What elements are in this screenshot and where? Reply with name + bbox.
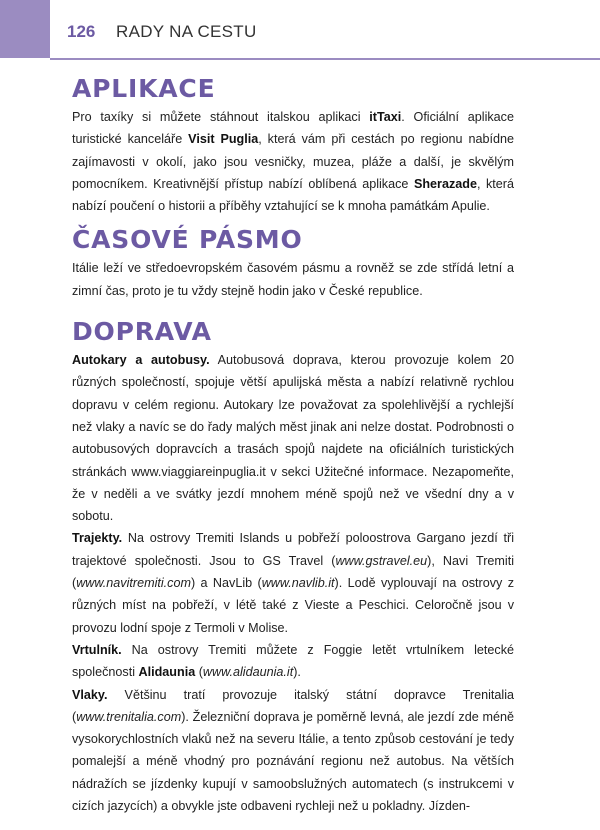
heading-aplikace: APLIKACE — [72, 74, 216, 103]
header-rule — [50, 58, 600, 60]
paragraph-autokary: Autokary a autobusy. Autobusová doprava, kterou provozuje kolem 20 různých společností, spojuje větší apulijská města a nabízí relativně rychlou dopravu v celém regionu. Autokary lze považovat za spolehlivější a rychlejší než vlaky a navíc se do řady malých měst jinak ani nelze dostat. Podrobnosti o autobusových dopravcích a trasách spojů najdete na oficiálních turistických stránkách www.viaggiareinpuglia.it v sekci Užitečné informace. Nezapomeňte, že v neděli a ve svátky jezdí mnohem méně spojů než ve všední dny a v sobotu. — [72, 353, 514, 524]
paragraph-casove-pasmo: Itálie leží ve středoevropském časovém pásmu a rovněž se zde střídá letní a zimní čas, proto je tu vždy stejně hodin jako v České republice. — [72, 261, 514, 298]
page-number: 126 — [67, 22, 96, 41]
paragraph-vlaky: Vlaky. Většinu tratí provozuje italský státní dopravce Trenitalia (www.trenitalia.com). Železniční doprava je poměrně levná, ale jezdí zde méně vysokorychlostních vlaků než na severu Itálie, a tento způsob cestování je tedy pomalejší a méně vhodný pro poznávání regionu než autobus. Na větších nádražích se jízdenky kupují v samoobslužných automatech (s instrukcemi v cizích jazycích) a obvykle jste odbaveni rychleji než u pokladny. Jízden- — [72, 687, 514, 814]
paragraph-vrtulnik: Vrtulník. Na ostrovy Tremiti můžete z Foggie letět vrtulníkem letecké společnosti Alidaunia (www.alidaunia.it). — [72, 642, 514, 680]
running-title: RADY NA CESTU — [116, 22, 257, 41]
heading-casove-pasmo: ČASOVÉ PÁSMO — [72, 225, 303, 255]
heading-doprava: DOPRAVA — [72, 317, 212, 347]
page-header — [0, 0, 600, 58]
paragraph-trajekty: Trajekty. Na ostrovy Tremiti Islands u pobřeží poloostrova Gargano jezdí tři trajektové společnosti. Jsou to GS Travel (www.gstravel.eu), Navi Tremiti (www.navitremiti.com) a NavLib (www.navlib.it). Lodě vyplouvají na ostrovy z různých míst na pobřeží, v létě také z Vieste a Peschici. Celoročně jsou v provozu lodní spoje z Termoli v Molise. — [72, 531, 514, 635]
header-color-tab — [0, 0, 50, 58]
page-content — [72, 72, 514, 817]
paragraph-aplikace: Pro taxíky si můžete stáhnout italskou aplikaci itTaxi. Oficiální aplikace turistické kanceláře Visit Puglia, která vám při cestách po regionu nabídne zajímavosti v okolí, jako jsou vesničky, muzea, pláže a další, je skvělým pomocníkem. Kreativnější přístup nabízí oblíbená aplikace Sherazade, která nabízí poučení o historii a příběhy vztahující se k mnoha památkám Apulie. — [72, 110, 514, 214]
